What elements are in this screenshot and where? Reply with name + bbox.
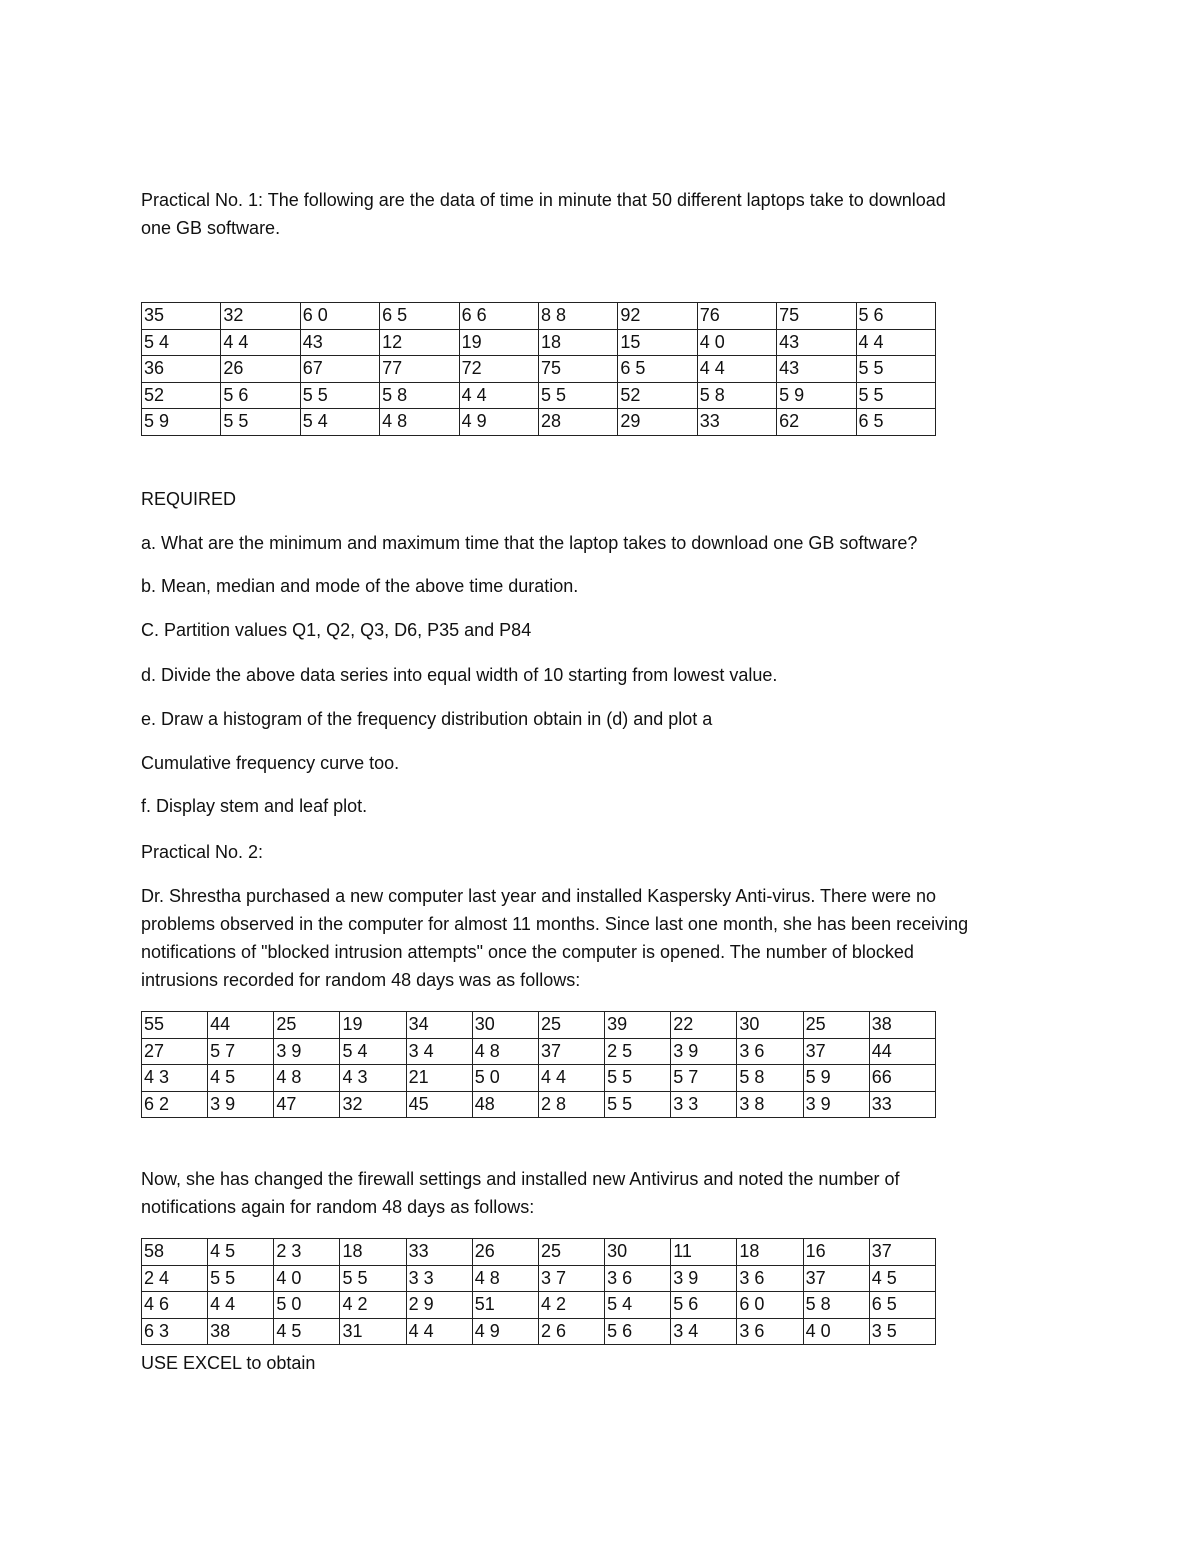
table-cell: 33	[697, 409, 776, 436]
table-cell: 6 5	[380, 303, 459, 330]
table-cell: 6 6	[459, 303, 538, 330]
table-cell: 4 3	[340, 1065, 406, 1092]
table-cell: 45	[406, 1091, 472, 1118]
table-row	[142, 409, 936, 436]
practical2-paragraph	[141, 882, 1071, 994]
table-cell: 18	[538, 329, 617, 356]
table-row	[142, 303, 936, 330]
table-cell: 5 5	[605, 1091, 671, 1118]
after-paragraph-line: Now, she has changed the firewall settings and installed new Antivirus and noted the number of	[141, 1169, 900, 1189]
table-cell: 21	[406, 1065, 472, 1092]
table-row	[142, 1318, 936, 1345]
table-cell: 5 8	[737, 1065, 803, 1092]
table-cell: 2 8	[538, 1091, 604, 1118]
table-cell: 5 9	[777, 382, 856, 409]
table-cell: 33	[406, 1239, 472, 1266]
table-cell: 37	[869, 1239, 935, 1266]
table-cell: 5 9	[803, 1065, 869, 1092]
table-cell: 4 4	[697, 356, 776, 383]
table-cell: 66	[869, 1065, 935, 1092]
table-cell: 19	[340, 1012, 406, 1039]
table-cell: 3 6	[737, 1038, 803, 1065]
table-cell: 5 5	[221, 409, 300, 436]
table-cell: 75	[538, 356, 617, 383]
table-cell: 12	[380, 329, 459, 356]
table-cell: 44	[869, 1038, 935, 1065]
table-cell: 5 5	[538, 382, 617, 409]
table-cell: 5 6	[671, 1292, 737, 1319]
table-cell: 36	[142, 356, 221, 383]
table-cell: 3 9	[208, 1091, 274, 1118]
table-cell: 4 4	[406, 1318, 472, 1345]
table-cell: 52	[142, 382, 221, 409]
practical2-paragraph-line: intrusions recorded for random 48 days was as follows:	[141, 970, 581, 990]
practical1-intro-line2: one GB software.	[141, 218, 281, 238]
table-cell: 6 5	[869, 1292, 935, 1319]
table-cell: 6 5	[618, 356, 697, 383]
required-heading: REQUIRED	[141, 489, 237, 509]
table-cell: 3 3	[671, 1091, 737, 1118]
table-cell: 44	[208, 1012, 274, 1039]
table-cell: 5 0	[274, 1292, 340, 1319]
table-cell: 4 5	[274, 1318, 340, 1345]
table-cell: 5 5	[340, 1265, 406, 1292]
table-cell: 2 9	[406, 1292, 472, 1319]
practical2-paragraph-line: notifications of "blocked intrusion attempts" once the computer is opened. The number of blocked	[141, 942, 914, 962]
table-cell: 6 2	[142, 1091, 208, 1118]
table-cell: 4 8	[472, 1265, 538, 1292]
table-cell: 4 4	[856, 329, 935, 356]
table-cell: 4 0	[803, 1318, 869, 1345]
table-cell: 37	[803, 1038, 869, 1065]
table-row	[142, 329, 936, 356]
table-cell: 43	[300, 329, 379, 356]
table-cell: 15	[618, 329, 697, 356]
table-cell: 30	[472, 1012, 538, 1039]
practical2-paragraph-line: problems observed in the computer for almost 11 months. Since last one month, she has been receiving	[141, 914, 969, 934]
item-e-continued: Cumulative frequency curve too.	[141, 753, 400, 773]
table-cell: 5 4	[605, 1292, 671, 1319]
table-row	[142, 1239, 936, 1266]
table-cell: 4 2	[340, 1292, 406, 1319]
table-cell: 4 0	[697, 329, 776, 356]
table-cell: 2 4	[142, 1265, 208, 1292]
table-cell: 4 2	[538, 1292, 604, 1319]
table-cell: 39	[605, 1012, 671, 1039]
table-cell: 5 6	[856, 303, 935, 330]
table-cell: 43	[777, 356, 856, 383]
table-cell: 77	[380, 356, 459, 383]
item-c: C. Partition values Q1, Q2, Q3, D6, P35 and P84	[141, 620, 532, 640]
table-cell: 26	[221, 356, 300, 383]
table-cell: 38	[869, 1012, 935, 1039]
table-row	[142, 356, 936, 383]
table-cell: 29	[618, 409, 697, 436]
table-cell: 4 5	[208, 1065, 274, 1092]
table-cell: 5 5	[856, 356, 935, 383]
table-cell: 4 9	[472, 1318, 538, 1345]
table-cell: 35	[142, 303, 221, 330]
table-cell: 47	[274, 1091, 340, 1118]
table-cell: 5 8	[697, 382, 776, 409]
table-cell: 25	[538, 1239, 604, 1266]
table-cell: 16	[803, 1239, 869, 1266]
table-cell: 67	[300, 356, 379, 383]
table-cell: 5 0	[472, 1065, 538, 1092]
table-cell: 5 4	[340, 1038, 406, 1065]
table-cell: 25	[538, 1012, 604, 1039]
table-cell: 22	[671, 1012, 737, 1039]
table-cell: 5 9	[142, 409, 221, 436]
table-cell: 26	[472, 1239, 538, 1266]
table-cell: 4 4	[459, 382, 538, 409]
table-cell: 3 8	[737, 1091, 803, 1118]
table-cell: 4 3	[142, 1065, 208, 1092]
table-cell: 6 5	[856, 409, 935, 436]
intrusions-after-table	[141, 1238, 936, 1345]
practical2-paragraph-line: Dr. Shrestha purchased a new computer last year and installed Kaspersky Anti-virus. There were no	[141, 886, 937, 906]
table-cell: 33	[869, 1091, 935, 1118]
table-row	[142, 1265, 936, 1292]
item-e: e. Draw a histogram of the frequency distribution obtain in (d) and plot a	[141, 709, 713, 729]
table-cell: 72	[459, 356, 538, 383]
table-cell: 4 4	[538, 1065, 604, 1092]
table-cell: 5 7	[671, 1065, 737, 1092]
table-cell: 5 5	[856, 382, 935, 409]
table-cell: 2 5	[605, 1038, 671, 1065]
table-cell: 3 6	[737, 1265, 803, 1292]
table-cell: 30	[737, 1012, 803, 1039]
table-cell: 37	[803, 1265, 869, 1292]
table-cell: 3 9	[274, 1038, 340, 1065]
table-cell: 5 8	[380, 382, 459, 409]
table-cell: 3 9	[803, 1091, 869, 1118]
table-row	[142, 1065, 936, 1092]
table-cell: 3 4	[406, 1038, 472, 1065]
table-cell: 3 9	[671, 1038, 737, 1065]
after-paragraph	[141, 1165, 1071, 1221]
table-cell: 2 3	[274, 1239, 340, 1266]
table-cell: 48	[472, 1091, 538, 1118]
table-cell: 25	[803, 1012, 869, 1039]
table-cell: 4 6	[142, 1292, 208, 1319]
table-cell: 19	[459, 329, 538, 356]
table-cell: 43	[777, 329, 856, 356]
table-cell: 18	[737, 1239, 803, 1266]
table-cell: 5 4	[300, 409, 379, 436]
table-row	[142, 382, 936, 409]
item-b: b. Mean, median and mode of the above time duration.	[141, 576, 579, 596]
table-cell: 30	[605, 1239, 671, 1266]
table-cell: 4 5	[208, 1239, 274, 1266]
table-cell: 3 9	[671, 1265, 737, 1292]
table-cell: 92	[618, 303, 697, 330]
item-f: f. Display stem and leaf plot.	[141, 796, 368, 816]
table-row	[142, 1091, 936, 1118]
table-cell: 75	[777, 303, 856, 330]
table-cell: 5 4	[142, 329, 221, 356]
item-a: a. What are the minimum and maximum time that the laptop takes to download one GB software?	[141, 533, 918, 553]
table-cell: 4 5	[869, 1265, 935, 1292]
table-cell: 6 3	[142, 1318, 208, 1345]
table-cell: 58	[142, 1239, 208, 1266]
table-row	[142, 1292, 936, 1319]
table-cell: 4 4	[208, 1292, 274, 1319]
table-cell: 4 8	[380, 409, 459, 436]
table-cell: 27	[142, 1038, 208, 1065]
table-cell: 5 6	[605, 1318, 671, 1345]
table-cell: 55	[142, 1012, 208, 1039]
table-cell: 5 6	[221, 382, 300, 409]
table-cell: 4 0	[274, 1265, 340, 1292]
table-cell: 6 0	[737, 1292, 803, 1319]
table-cell: 18	[340, 1239, 406, 1266]
table-cell: 28	[538, 409, 617, 436]
table-cell: 3 7	[538, 1265, 604, 1292]
practical2-heading: Practical No. 2:	[141, 842, 264, 862]
after-paragraph-line: notifications again for random 48 days as follows:	[141, 1197, 535, 1217]
table-cell: 4 4	[221, 329, 300, 356]
table-cell: 3 3	[406, 1265, 472, 1292]
table-cell: 4 9	[459, 409, 538, 436]
table-cell: 37	[538, 1038, 604, 1065]
table-cell: 32	[221, 303, 300, 330]
table-row	[142, 1038, 936, 1065]
table-cell: 3 5	[869, 1318, 935, 1345]
table-cell: 6 0	[300, 303, 379, 330]
table-cell: 31	[340, 1318, 406, 1345]
table-cell: 5 5	[208, 1265, 274, 1292]
table-row	[142, 1012, 936, 1039]
table-cell: 3 4	[671, 1318, 737, 1345]
table-cell: 62	[777, 409, 856, 436]
table-cell: 32	[340, 1091, 406, 1118]
table-cell: 52	[618, 382, 697, 409]
table-cell: 4 8	[472, 1038, 538, 1065]
table-cell: 8 8	[538, 303, 617, 330]
table-cell: 3 6	[605, 1265, 671, 1292]
table-cell: 25	[274, 1012, 340, 1039]
table-cell: 3 6	[737, 1318, 803, 1345]
table-cell: 5 5	[300, 382, 379, 409]
table-cell: 51	[472, 1292, 538, 1319]
table-cell: 4 8	[274, 1065, 340, 1092]
practical1-intro-line1: Practical No. 1: The following are the data of time in minute that 50 different laptops take to download	[141, 190, 946, 210]
table-cell: 76	[697, 303, 776, 330]
closing-note: USE EXCEL to obtain	[141, 1353, 316, 1373]
table-cell: 5 7	[208, 1038, 274, 1065]
table-cell: 38	[208, 1318, 274, 1345]
download-time-table	[141, 302, 936, 436]
table-cell: 5 5	[605, 1065, 671, 1092]
intrusions-before-table	[141, 1011, 936, 1118]
table-cell: 34	[406, 1012, 472, 1039]
table-cell: 11	[671, 1239, 737, 1266]
item-d: d. Divide the above data series into equal width of 10 starting from lowest value.	[141, 665, 778, 685]
table-cell: 2 6	[538, 1318, 604, 1345]
table-cell: 5 8	[803, 1292, 869, 1319]
